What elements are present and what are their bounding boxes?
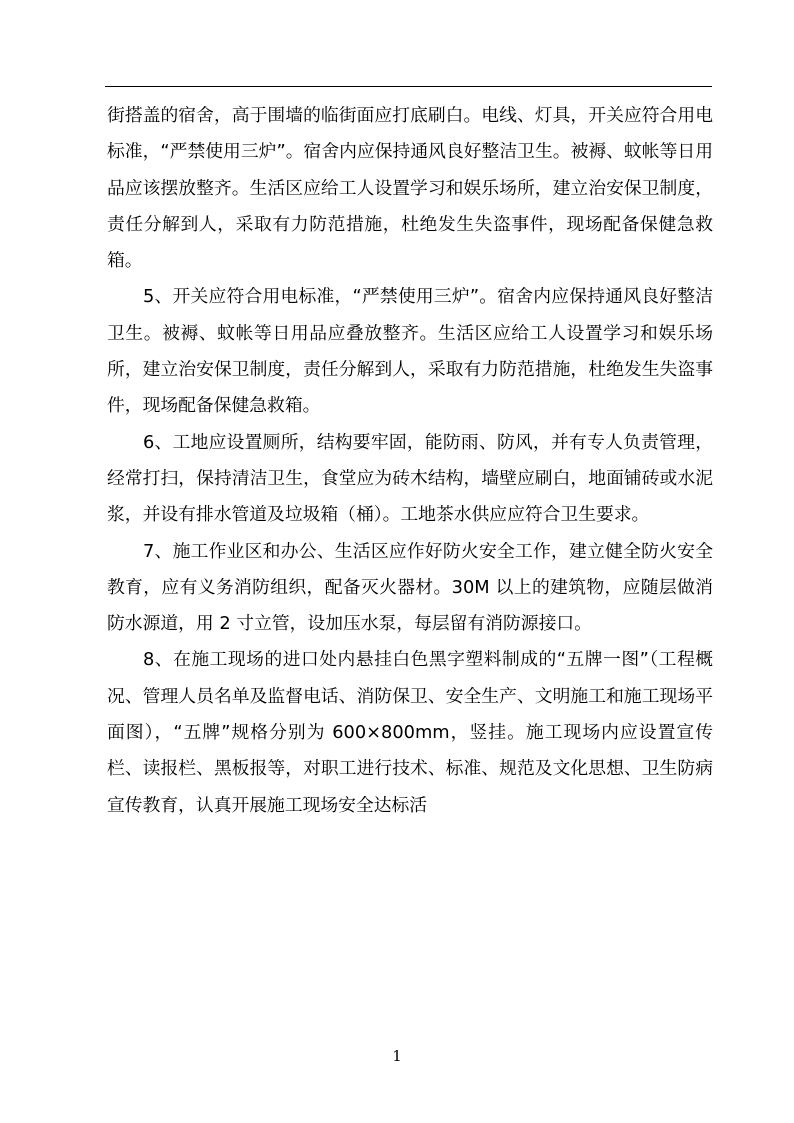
header-rule	[105, 86, 712, 87]
paragraph-item-7: 7、施工作业区和办公、生活区应作好防火安全工作，建立健全防火安全教育，应有义务消防组织，配备灭火器材。30M 以上的建筑物，应随层做消防水源道，用 2 寸立管，设加压水泵，每层留有消防源接口。	[107, 540, 713, 635]
paragraph-continuation: 街搭盖的宿舍，高于围墙的临街面应打底刷白。电线、灯具，开关应符合用电标准，“严禁使用三炉”。宿舍内应保持通风良好整洁卫生。被褥、蚊帐等日用品应该摆放整齐。生活区应给工人设置学习和娱乐场所，建立治安保卫制度，责任分解到人，采取有力防范措施，杜绝发生失盗事件，现场配备保健急救箱。	[107, 105, 713, 272]
document-body	[107, 98, 713, 824]
paragraph-item-5: 5、开关应符合用电标准，“严禁使用三炉”。宿舍内应保持通风良好整洁卫生。被褥、蚊帐等日用品应叠放整齐。生活区应给工人设置学习和娱乐场所，建立治安保卫制度，责任分解到人，采取有力防范措施，杜绝发生失盗事件，现场配备保健急救箱。	[107, 286, 713, 417]
page-number: 1	[392, 1047, 402, 1065]
paragraph-item-8: 8、在施工现场的进口处内悬挂白色黑字塑料制成的“五牌一图”（工程概况、管理人员名单及监督电话、消防保卫、安全生产、文明施工和施工现场平面图），“五牌”规格分别为 600×800mm，竖挂。施工现场内应设置宣传栏、读报栏、黑板报等，对职工进行技术、标准、规范及文化思想、卫生防病宣传教育，认真开展施工现场安全达标活	[107, 649, 713, 816]
paragraph-item-6: 6、工地应设置厕所，结构要牢固，能防雨、防风，并有专人负责管理，经常打扫，保持清洁卫生，食堂应为砖木结构，墙壁应刷白，地面铺砖或水泥浆，并设有排水管道及垃圾箱（桶）。工地茶水供应应符合卫生要求。	[107, 431, 713, 526]
